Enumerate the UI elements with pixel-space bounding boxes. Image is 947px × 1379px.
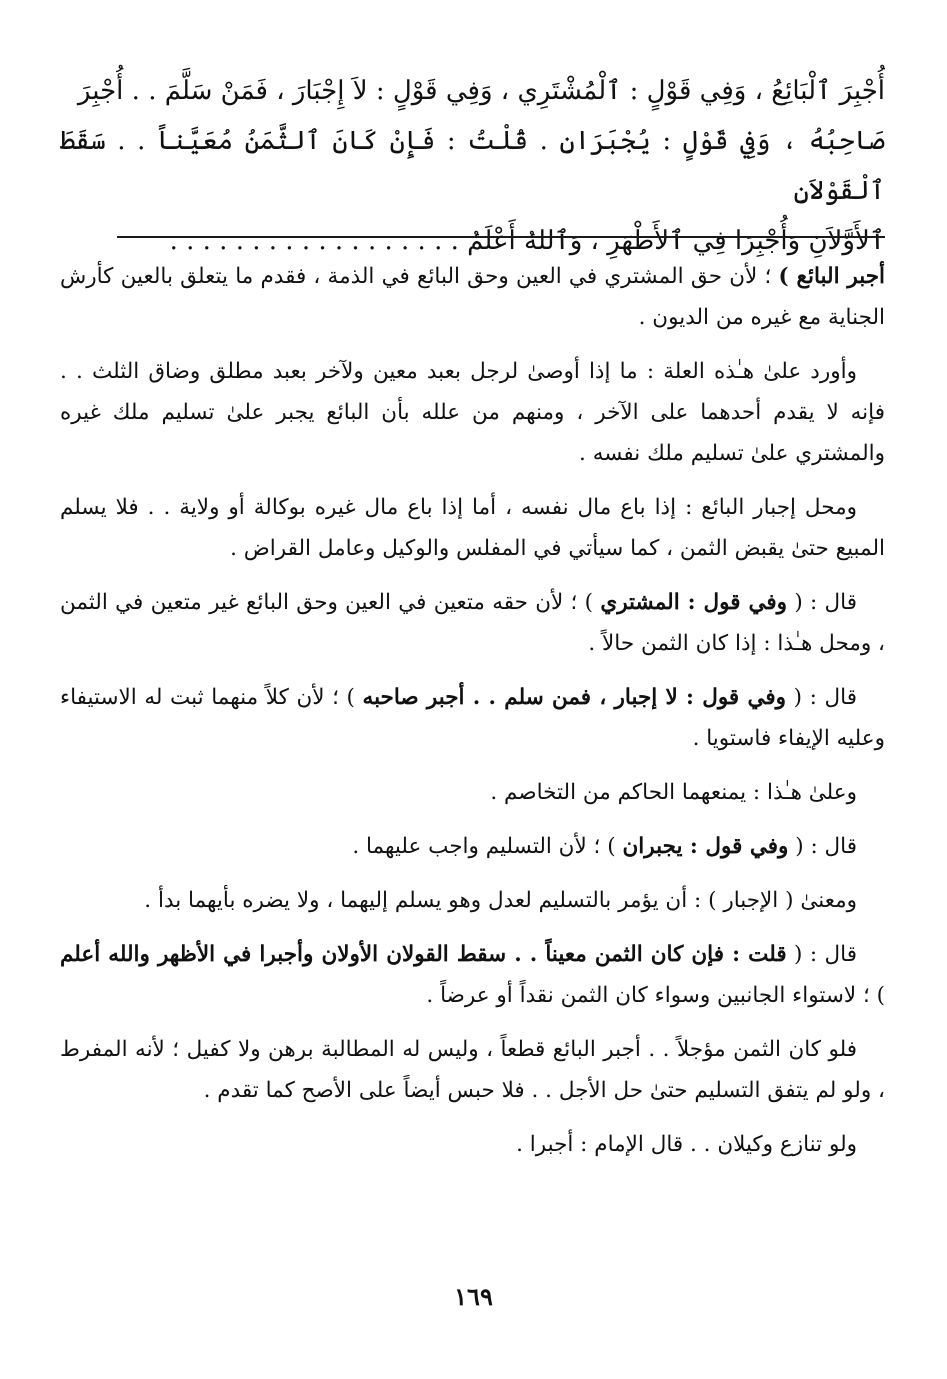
commentary-paragraph xyxy=(60,1124,885,1165)
commentary-paragraph xyxy=(60,880,885,921)
commentary-text: ومحل إجبار البائع : إذا باع مال نفسه ، أما إذا باع مال غيره بوكالة أو ولاية . . فلا يسلم المبيع حتىٰ يقبض الثمن ، كما سيأتي في المفلس والوكيل وعامل القراض . xyxy=(60,495,885,561)
quoted-text: وفي قول : المشتري xyxy=(600,590,788,615)
commentary-text: وعلىٰ هـٰذا : يمنعهما الحاكم من التخاصم . xyxy=(490,780,857,805)
commentary-paragraph xyxy=(60,1029,885,1111)
commentary-block xyxy=(60,256,885,1178)
quoted-text: وفي قول : لا إجبار ، فمن سلم . . أجبر صاحبه xyxy=(362,685,787,710)
commentary-text: ؛ لأن حق المشتري في العين وحق البائع في الذمة ، فقدم ما يتعلق بالعين كأرش الجناية مع غيره من الديون . xyxy=(60,264,885,330)
commentary-paragraph xyxy=(60,256,885,338)
commentary-paragraph xyxy=(60,826,885,867)
commentary-text: قال : ( xyxy=(786,942,857,967)
commentary-text: ولو تنازع وكيلان . . قال الإمام : أجبرا . xyxy=(516,1132,857,1157)
quoted-text: أجبر البائع ) xyxy=(778,264,886,289)
quoted-text: قلت : فإن كان الثمن معيناً . . سقط القولان الأولان وأجبرا في الأظهر والله أعلم xyxy=(60,942,787,967)
commentary-paragraph xyxy=(60,487,885,569)
page-number: ١٦٩ xyxy=(454,1282,493,1311)
commentary-paragraph xyxy=(60,772,885,813)
commentary-paragraph xyxy=(60,677,885,759)
commentary-text: ) ؛ لاستواء الجانبين وسواء كان الثمن نقداً أو عرضاً . xyxy=(426,983,885,1008)
commentary-text: قال : ( xyxy=(787,590,857,615)
commentary-text: وأورد علىٰ هـٰذه العلة : ما إذا أوصىٰ لرجل بعبد معين ولآخر بعبد مطلق وضاق الثلث . . فإنه لا يقدم أحدهما على الآخر ، ومنهم من علله بأن البائع يجبر علىٰ تسليم ملك غيره والمشتري علىٰ تسليم ملك نفسه . xyxy=(60,359,885,466)
commentary-text: ) ؛ لأن كلاً منهما ثبت له الاستيفاء وعليه الإيفاء فاستويا . xyxy=(60,685,885,751)
commentary-text: ) ؛ لأن حقه متعين في العين وحق البائع غير متعين في الثمن ، ومحل هـٰذا : إذا كان الثمن حالاً . xyxy=(60,590,885,656)
commentary-text: فلو كان الثمن مؤجلاً . . أجبر البائع قطعاً ، وليس له المطالبة برهن ولا كفيل ؛ لأنه المفرط ، ولو لم يتفق التسليم حتىٰ حل الأجل . . فلا حبس أيضاً على الأصح كما تقدم . xyxy=(60,1037,885,1103)
commentary-text: قال : ( xyxy=(788,834,857,859)
main-text-line: أُجْبِرَ ٱلْبَائِعُ ، وَفِي قَوْلٍ : ٱلْمُشْتَرِي ، وَفِي قَوْلٍ : لاَ إِجْبَارَ ، فَمَنْ سَلَّمَ . . أُجْبِرَ xyxy=(77,76,885,106)
section-divider xyxy=(117,236,885,238)
main-text-line: صَاحِبُهُ ، وَفِي قَوْلٍ : يُجْبَرَانِ . قُلْتُ : فَإِنْ كَانَ ٱلثَّمَنُ مُعَيَّناً . . سَقَطَ ٱلْقَوْلاَنِ xyxy=(60,126,885,206)
commentary-text: قال : ( xyxy=(786,685,857,710)
commentary-paragraph xyxy=(60,582,885,664)
main-text-line: ٱلأَوَّلاَنِ وَأُجْبِرَا فِي ٱلأَظْهَرِ ، وَٱللهُ أَعْلَمُ . . . . . . . . . . . . . . . . . . xyxy=(169,226,885,256)
commentary-text: ) ؛ لأن التسليم واجب عليهما . xyxy=(352,834,623,859)
commentary-text: ومعنىٰ ( الإجبار ) : أن يؤمر بالتسليم لعدل وهو يسلم إليهما ، ولا يضره بأيهما بدأ . xyxy=(144,888,857,913)
commentary-paragraph xyxy=(60,934,885,1016)
commentary-paragraph xyxy=(60,351,885,474)
quoted-text: وفي قول : يجبران xyxy=(622,834,789,859)
